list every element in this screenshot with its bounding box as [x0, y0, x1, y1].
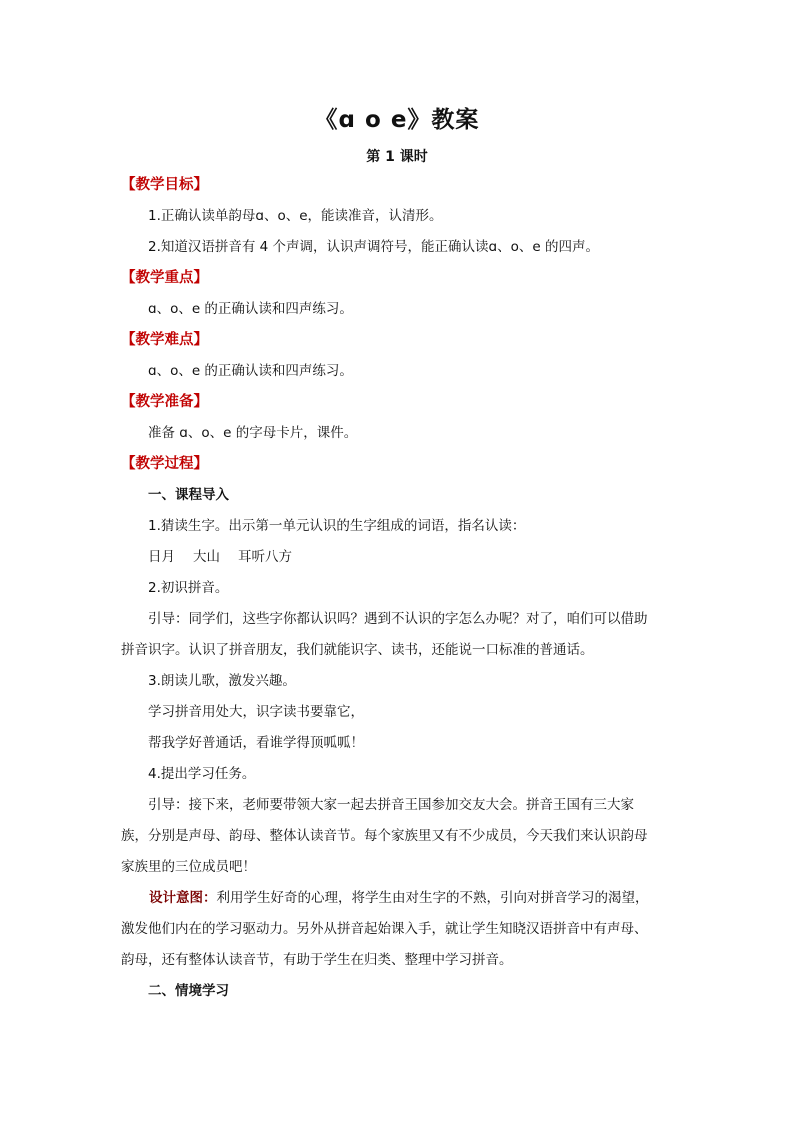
section-heading: 一、课程导入: [148, 487, 229, 503]
design-intent-line: [121, 883, 681, 914]
lesson-subtitle: 第 1 课时: [366, 149, 428, 165]
document-body: [121, 170, 681, 1007]
poem-line: 学习拼音用处大，识字读书要靠它，: [148, 704, 364, 720]
step-text: 3.朗读儿歌，激发兴趣。: [148, 673, 296, 689]
word-list: [121, 542, 681, 573]
step-text: 1.猜读生字。出示第一单元认识的生字组成的词语，指名认读：: [148, 518, 526, 534]
paragraph-line: 韵母，还有整体认读音节，有助于学生在归类、整理中学习拼音。: [121, 952, 513, 968]
objective-item: 2.知道汉语拼音有 4 个声调，认识声调符号，能正确认读ɑ、o、e 的四声。: [148, 239, 599, 255]
paragraph-line: 引导：接下来，老师要带领大家一起去拼音王国参加交友大会。拼音王国有三大家: [148, 797, 634, 813]
word-item: 耳听八方: [238, 549, 292, 565]
objectives-heading: 【教学目标】: [121, 177, 208, 193]
design-intent-label: 设计意图：: [149, 890, 217, 906]
paragraph-line: 拼音识字。认识了拼音朋友，我们就能识字、读书，还能说一口标准的普通话。: [121, 642, 594, 658]
paragraph-line: 激发他们内在的学习驱动力。另外从拼音起始课入手，就让学生知晓汉语拼音中有声母、: [121, 921, 648, 937]
key-points-text: ɑ、o、e 的正确认读和四声练习。: [148, 301, 353, 317]
preparation-text: 准备 ɑ、o、e 的字母卡片，课件。: [148, 425, 358, 441]
document-title: 《ɑ o e》教案: [314, 107, 480, 133]
word-item: 日月: [148, 549, 175, 565]
paragraph-line: 引导：同学们，这些字你都认识吗？遇到不认识的字怎么办呢？对了，咱们可以借助: [148, 611, 648, 627]
step-text: 4.提出学习任务。: [148, 766, 256, 782]
paragraph-line: 家族里的三位成员吧！: [121, 859, 256, 875]
step-text: 2.初识拼音。: [148, 580, 229, 596]
preparation-heading: 【教学准备】: [121, 394, 208, 410]
paragraph-line: 族，分别是声母、韵母、整体认读音节。每个家族里又有不少成员，今天我们来认识韵母: [121, 828, 648, 844]
process-heading: 【教学过程】: [121, 456, 208, 472]
section-heading: 二、情境学习: [148, 983, 229, 999]
difficulties-text: ɑ、o、e 的正确认读和四声练习。: [148, 363, 353, 379]
difficulties-heading: 【教学难点】: [121, 332, 208, 348]
key-points-heading: 【教学重点】: [121, 270, 208, 286]
poem-line: 帮我学好普通话，看谁学得顶呱呱！: [148, 735, 364, 751]
design-intent-text: 利用学生好奇的心理，将学生由对生字的不熟，引向对拼音学习的渴望，: [216, 890, 649, 906]
word-item: 大山: [193, 549, 220, 565]
objective-item: 1.正确认读单韵母ɑ、o、e，能读准音，认清形。: [148, 208, 443, 224]
